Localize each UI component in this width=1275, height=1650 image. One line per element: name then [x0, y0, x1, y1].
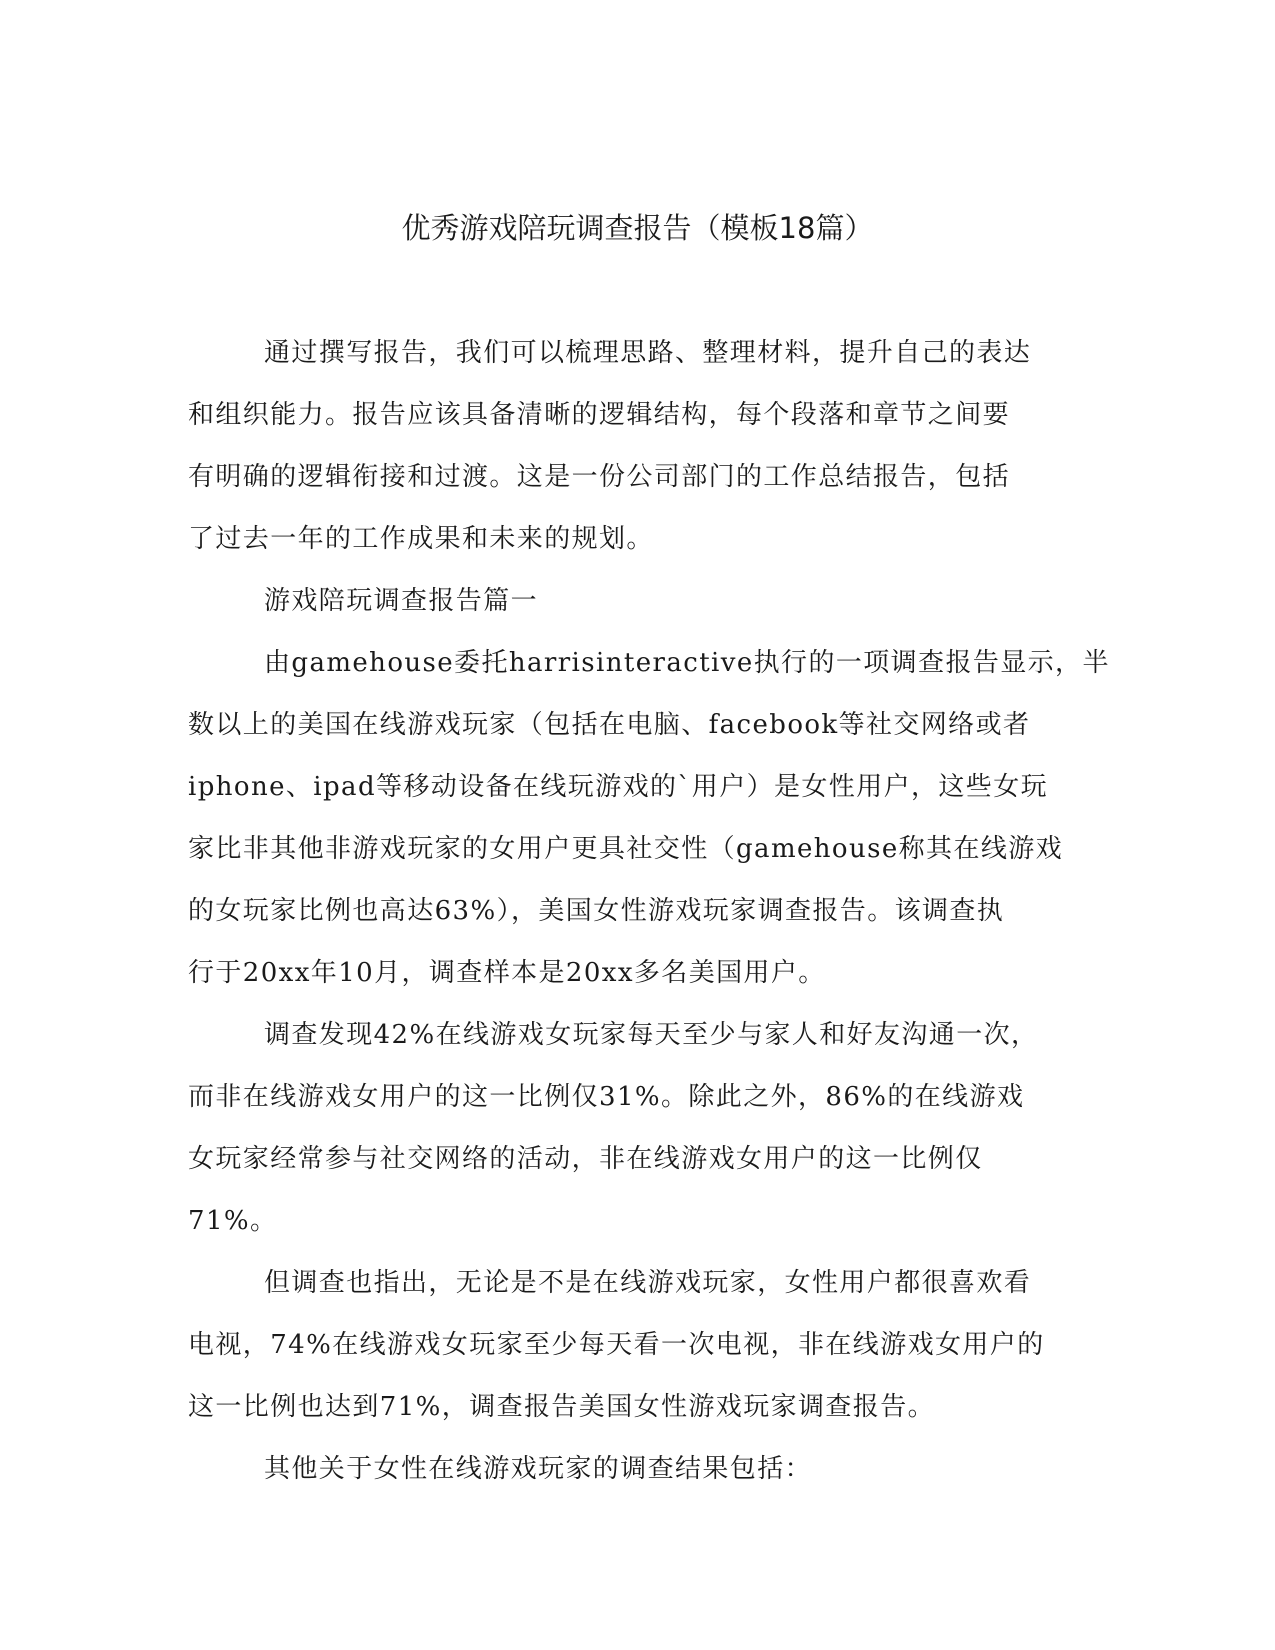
paragraph-line: 和组织能力。报告应该具备清晰的逻辑结构，每个段落和章节之间要	[188, 400, 1011, 430]
paragraph-line: 调查发现42%在线游戏女玩家每天至少与家人和好友沟通一次，	[264, 1020, 1039, 1050]
paragraph-line: 71%。	[188, 1206, 278, 1236]
paragraph-line: 行于20xx年10月，调查样本是20xx多名美国用户。	[188, 958, 826, 988]
paragraph-line: 电视，74%在线游戏女玩家至少每天看一次电视，非在线游戏女用户的	[188, 1330, 1045, 1360]
paragraph-line: 数以上的美国在线游戏玩家（包括在电脑、facebook等社交网络或者	[188, 710, 1031, 740]
document-title: 优秀游戏陪玩调查报告（模板18篇）	[401, 211, 874, 245]
section-heading	[188, 570, 1088, 632]
paragraph-line: 但调查也指出，无论是不是在线游戏玩家，女性用户都很喜欢看	[264, 1268, 1032, 1298]
paragraph-other	[188, 1438, 1088, 1500]
document-body	[188, 322, 1110, 1500]
paragraph-line: 有明确的逻辑衔接和过渡。这是一份公司部门的工作总结报告，包括	[188, 462, 1011, 492]
paragraph-line: 由gamehouse委托harrisinteractive执行的一项调查报告显示，半	[264, 648, 1110, 678]
paragraph-survey	[188, 632, 1110, 1004]
paragraph-line: 的女玩家比例也高达63%），美国女性游戏玩家调查报告。该调查执	[188, 896, 1005, 926]
paragraph-line: 了过去一年的工作成果和未来的规划。	[188, 524, 654, 554]
paragraph-line: 其他关于女性在线游戏玩家的调查结果包括：	[264, 1454, 813, 1484]
paragraph-intro	[188, 322, 1088, 570]
paragraph-findings	[188, 1004, 1088, 1252]
paragraph-line: 家比非其他非游戏玩家的女用户更具社交性（gamehouse称其在线游戏	[188, 834, 1064, 864]
paragraph-line: 女玩家经常参与社交网络的活动，非在线游戏女用户的这一比例仅	[188, 1144, 983, 1174]
paragraph-tv	[188, 1252, 1088, 1438]
paragraph-line: 这一比例也达到71%，调查报告美国女性游戏玩家调查报告。	[188, 1392, 935, 1422]
paragraph-line: 而非在线游戏女用户的这一比例仅31%。除此之外，86%的在线游戏	[188, 1082, 1025, 1112]
paragraph-line: 通过撰写报告，我们可以梳理思路、整理材料，提升自己的表达	[264, 338, 1032, 368]
section-heading-text: 游戏陪玩调查报告篇一	[264, 586, 539, 616]
paragraph-line: iphone、ipad等移动设备在线玩游戏的`用户）是女性用户，这些女玩	[188, 772, 1048, 802]
